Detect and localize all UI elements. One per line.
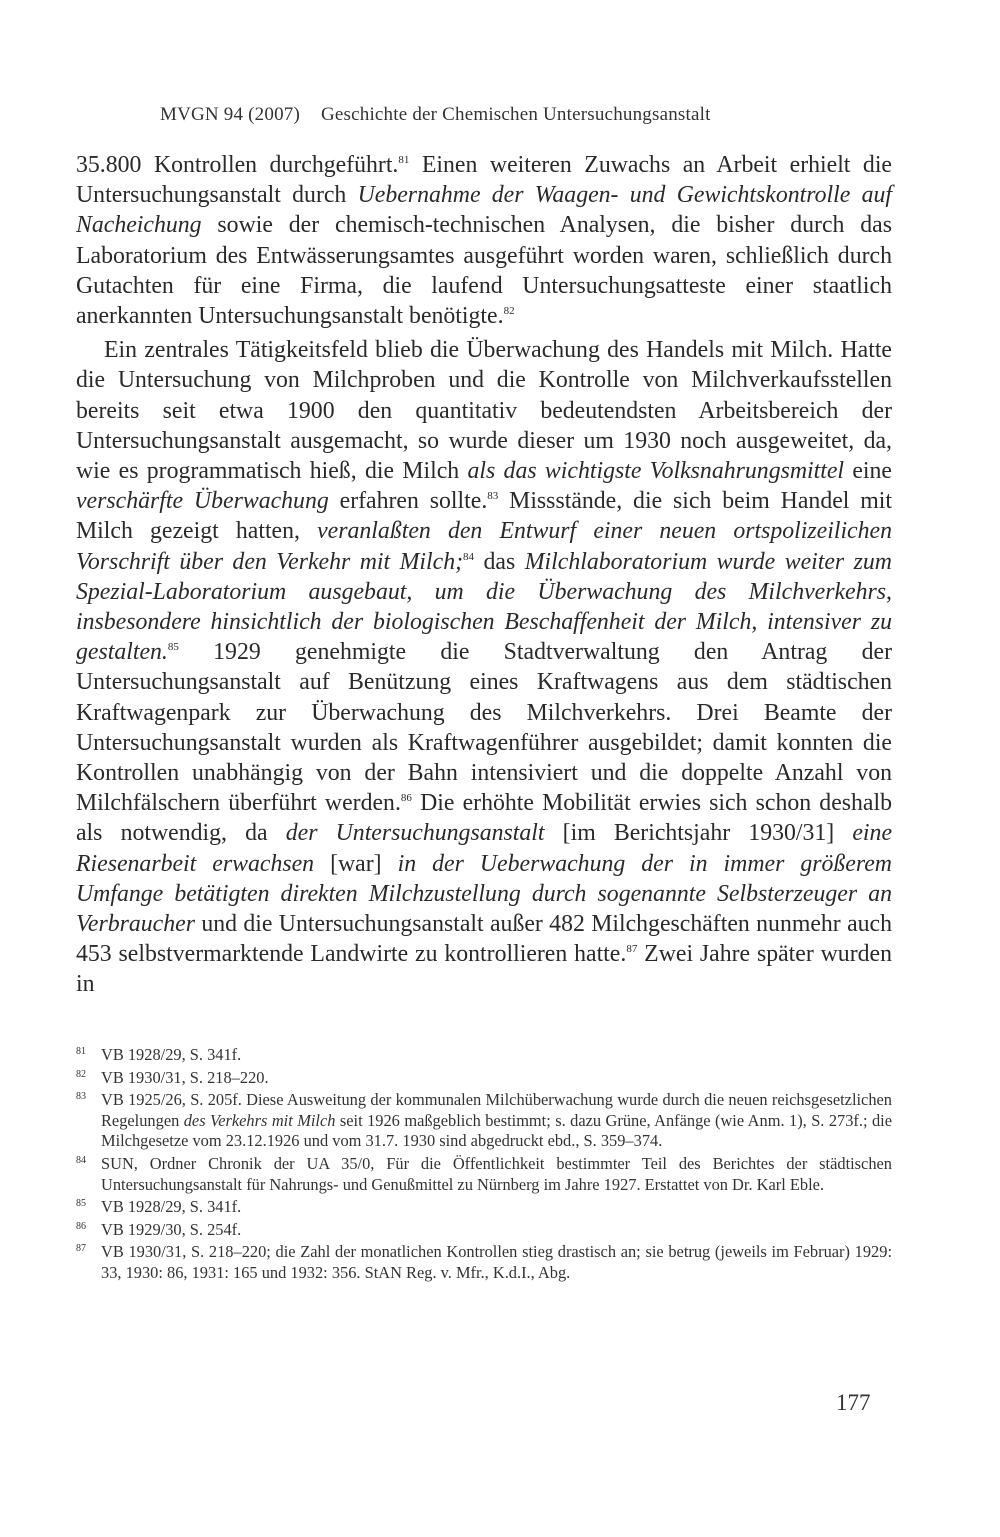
text-run: sowie der chemisch-technischen Analysen, die bisher durch das Laboratorium des Entwässerungsamtes ausgeführt worden waren, schließlich durch Gutachten für eine Firma, die laufend Untersuchungsatteste einer staatlich anerkannten Untersuchungsanstalt benötigte.	[76, 212, 892, 330]
page-number: 177	[836, 1390, 871, 1415]
chapter-title: Geschichte der Chemischen Untersuchungsanstalt	[320, 104, 711, 125]
italic-quotation: veranlaßten den Entwurf einer neuen ortspolizeilichen Vorschrift über den Verkehr mit Milch;	[76, 518, 892, 575]
paragraph	[76, 335, 892, 999]
journal-reference: MVGN 94 (2007)	[160, 104, 301, 125]
italic-quotation: der Untersuchungsanstalt	[285, 820, 545, 847]
footnote-reference: 81	[398, 154, 410, 166]
text-run: SUN, Ordner Chronik der UA 35/0, Für die Öffentlichkeit bestimmter Teil des Berichtes der städtischen Untersuchungsanstalt für Nahrungs- und Genußmittel zu Nürnberg im Jahre 1927. Erstattet von Dr. Karl Eble.	[101, 1153, 892, 1194]
footnote-number: 87	[76, 1243, 86, 1255]
footnote-number: 81	[76, 1046, 86, 1057]
text-run: Einen weiteren Zuwachs an Arbeit erhielt die Untersuchungsanstalt durch	[76, 152, 892, 209]
footnote	[76, 1068, 892, 1089]
running-header	[160, 104, 840, 126]
italic-quotation: des Verkehrs mit Milch	[183, 1110, 336, 1130]
footnote-reference: 84	[463, 550, 475, 563]
italic-quotation: als das wichtigste Volksnahrungsmittel	[467, 458, 845, 485]
text-run: VB 1930/31, S. 218–220.	[101, 1067, 269, 1087]
footnote-number: 84	[76, 1154, 86, 1166]
text-run: VB 1930/31, S. 218–220; die Zahl der monatlichen Kontrollen stieg drastisch an; sie betrug (jeweils im Februar) 1929: 33, 1930: 86, 1931: 165 und 1932: 356. StAN Reg. v. Mfr., K.d.I., Abg.	[101, 1242, 892, 1282]
text-run: Die erhöhte Mobilität erwies sich schon deshalb als notwendig, da	[76, 790, 892, 847]
italic-quotation: verschärfte Überwachung	[76, 488, 329, 515]
text-run: Missstände, die sich beim Handel mit Milch gezeigt hatten,	[76, 488, 892, 545]
footnote-reference: 82	[503, 305, 515, 318]
italic-quotation: Milchlaboratorium wurde weiter zum Spezial-Laboratorium ausgebaut, um die Überwachung des Milchverkehrs, insbesondere hinsichtlich der biologischen Beschaffenheit der Milch, intensiver zu gestalten.	[76, 548, 892, 666]
footnote-reference: 83	[487, 490, 499, 503]
text-run: und die Untersuchungsanstalt außer 482 Milchgeschäften nunmehr auch 453 selbstvermarktende Landwirte zu kontrollieren hatte.	[76, 911, 892, 968]
footnote-number: 86	[76, 1220, 86, 1232]
footnote	[76, 1045, 892, 1066]
italic-quotation: Uebernahme der Waagen- und Gewichtskontrolle auf Nacheichung	[76, 182, 892, 239]
text-run: erfahren sollte.	[328, 488, 488, 515]
footnote	[76, 1220, 892, 1241]
italic-quotation: eine Riesenarbeit erwachsen	[76, 820, 893, 877]
footnote	[76, 1154, 892, 1195]
text-run: das	[474, 548, 525, 575]
text-run: VB 1925/26, S. 205f. Diese Ausweitung der kommunalen Milchüberwachung wurde durch die neuen reichsgesetzlichen Regelungen	[101, 1090, 892, 1130]
footnotes	[76, 1045, 892, 1286]
text-run: [war]	[314, 850, 398, 877]
footnote-number: 82	[76, 1068, 86, 1080]
footnote-reference: 86	[400, 792, 412, 805]
text-run: Ein zentrales Tätigkeitsfeld blieb die Überwachung des Handels mit Milch. Hatte die Untersuchung von Milchproben und die Kontrolle von Milchverkaufsstellen bereits seit etwa 1900 den quantitativ bedeutendsten Arbeitsbereich der Untersuchungsanstalt ausgemacht, so wurde dieser um 1930 noch ausgeweitet, da, wie es programmatisch hieß, die Milch	[76, 337, 892, 485]
footnote-reference: 87	[626, 943, 638, 956]
footnote-reference: 85	[167, 641, 179, 654]
text-run: 35.800 Kontrollen durchgeführt.	[76, 152, 399, 178]
text-run: VB 1928/29, S. 341f.	[101, 1197, 242, 1217]
text-run: Zwei Jahre später wurden in	[76, 941, 892, 998]
text-run: 1929 genehmigte die Stadtverwaltung den Antrag der Untersuchungsanstalt auf Benützung eines Kraftwagens aus dem städtischen Kraftwagenpark zur Überwachung des Milchverkehrs. Drei Beamte der Untersuchungsanstalt wurden als Kraftwagenführer ausgebildet; damit konnten die Kontrollen unabhängig von der Bahn intensiviert und die doppelte Anzahl von Milchfälschern überführt werden.	[76, 639, 892, 817]
footnote	[76, 1090, 892, 1152]
paragraph	[76, 150, 892, 331]
text-run: seit 1926 maßgeblich bestimmt; s. dazu Grüne, Anfänge (wie Anm. 1), S. 273f.; die Milchgesetze vom 23.12.1926 und vom 31.7. 1930 sind abgedruckt ebd., S. 359–374.	[101, 1110, 893, 1151]
text-run: VB 1928/29, S. 341f.	[101, 1045, 242, 1064]
footnote-number: 85	[76, 1198, 86, 1210]
footnote	[76, 1197, 892, 1218]
italic-quotation: in der Ueberwachung der in immer größerem Umfange betätigten direkten Milchzustellung durch sogenannte Selbsterzeuger an Verbraucher	[76, 850, 892, 938]
text-run: eine	[844, 458, 892, 485]
body-text	[76, 150, 892, 1000]
text-run: VB 1929/30, S. 254f.	[101, 1219, 242, 1239]
footnote-number: 83	[76, 1091, 86, 1103]
footnote	[76, 1242, 892, 1283]
text-run: [im Berichtsjahr 1930/31]	[544, 820, 853, 847]
